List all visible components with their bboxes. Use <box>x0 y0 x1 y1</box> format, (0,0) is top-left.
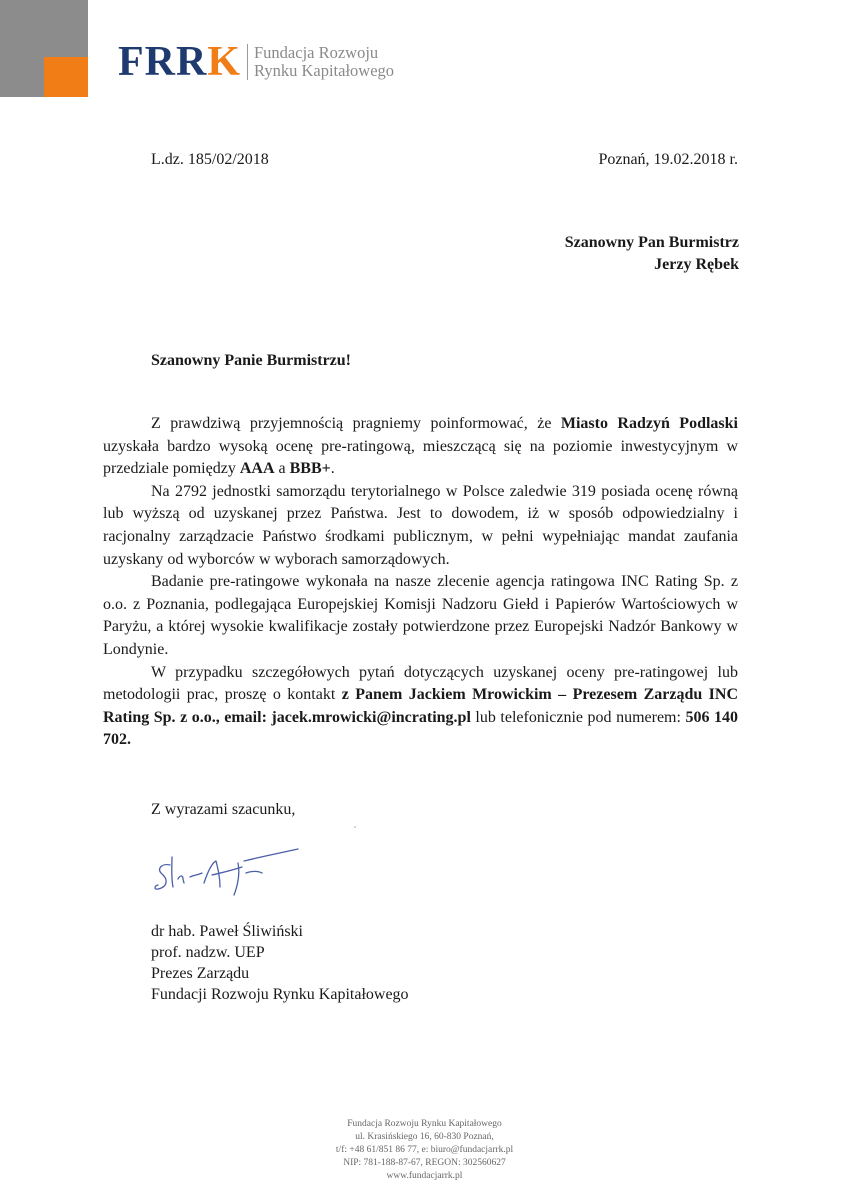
p1-text-2: uzyskała bardzo wysoką ocenę pre-ratingową, mieszczącą się na poziomie inwestycyjnym w przedziale pomiędzy <box>103 437 738 478</box>
logo-separator <box>247 44 248 80</box>
closing: Z wyrazami szacunku, <box>151 801 296 818</box>
p1-text-1: Z prawdziwą przyjemnością pragniemy poinformować, że <box>151 415 561 432</box>
addressee-line1: Szanowny Pan Burmistrz <box>564 234 739 251</box>
footer-line1: Fundacja Rozwoju Rynku Kapitałowego <box>347 1119 502 1129</box>
p1-text-4: . <box>330 460 335 478</box>
paragraph-1 <box>103 413 738 481</box>
logo-mark-main: FRR <box>118 39 208 85</box>
p1-bold-city: Miasto Radzyń Podlaski <box>560 415 738 432</box>
signatory-title: prof. nadzw. UEP <box>151 944 265 961</box>
signatory-block <box>151 921 409 1005</box>
p1-text-3: a <box>274 460 290 478</box>
footer-line5: www.fundacjarrk.pl <box>386 1171 463 1181</box>
p4-text-1: W przypadku szczegółowych pytań dotyczących uzyskanej oceny pre-ratingowej lub metodologii prac, proszę o kontakt <box>103 663 738 704</box>
logo-text-line2: Rynku Kapitałowego <box>254 61 395 80</box>
corner-decoration-orange <box>44 57 88 97</box>
p4-bold-phone: 506 140 702. <box>103 708 739 749</box>
handwritten-signature <box>150 843 310 903</box>
logo-mark-accent: K <box>207 39 241 85</box>
salutation: Szanowny Panie Burmistrzu! <box>151 352 351 369</box>
addressee-line2: Jerzy Rębek <box>654 256 739 273</box>
letter-body <box>103 413 738 752</box>
signatory-organization: Fundacji Rozwoju Rynku Kapitałowego <box>151 986 409 1003</box>
p1-bold-bbb: BBB+ <box>289 460 331 478</box>
paragraph-3: Badanie pre-ratingowe wykonała na nasze zlecenie agencja ratingowa INC Rating Sp. z o.o. z Poznania, podlegająca Europejskiej Komisji Nadzoru Giełd i Papierów Wartościowych w Paryżu, a której wysokie kwalifikacje zostały potwierdzone przez Europejski Nadzór Bankowy w Londynie. <box>103 573 738 658</box>
logo-text <box>254 44 394 80</box>
signatory-name: dr hab. Paweł Śliwiński <box>151 923 303 940</box>
place-date: Poznań, 19.02.2018 r. <box>598 151 738 168</box>
footer <box>0 1118 849 1183</box>
paragraph-4 <box>103 662 738 752</box>
reference-number: L.dz. 185/02/2018 <box>151 151 269 168</box>
footer-line2: ul. Krasińskiego 16, 60-830 Poznań, <box>355 1132 494 1142</box>
footer-line4: NIP: 781-188-87-67, REGON: 302560627 <box>343 1158 506 1168</box>
p4-text-2: lub telefonicznie pod numerem: <box>470 708 686 726</box>
addressee <box>565 232 739 276</box>
scan-speck <box>354 826 356 828</box>
logo-text-line1: Fundacja Rozwoju <box>254 43 379 62</box>
frrk-logo <box>118 39 395 85</box>
footer-line3: t/f: +48 61/851 86 77, e: biuro@fundacjarrk.pl <box>335 1145 514 1155</box>
p1-bold-aaa: AAA <box>239 460 275 478</box>
signatory-position: Prezes Zarządu <box>151 965 250 982</box>
paragraph-2: Na 2792 jednostki samorządu terytorialnego w Polsce zaledwie 319 posiada ocenę równą lub wyższą od uzyskanej przez Państwa. Jest to dowodem, iż w sposób odpowiedzialny i racjonalny zarządzacie Państwo środkami publicznym, w pełni wypełniając mandat zaufania uzyskany od wyborców w wyborach samorządowych. <box>103 482 738 568</box>
logo-mark <box>118 39 241 85</box>
p4-bold-contact: z Panem Jackiem Mrowickim – Prezesem Zarządu INC Rating Sp. z o.o., email: jacek.mrowicki@incrating.pl <box>103 686 738 726</box>
